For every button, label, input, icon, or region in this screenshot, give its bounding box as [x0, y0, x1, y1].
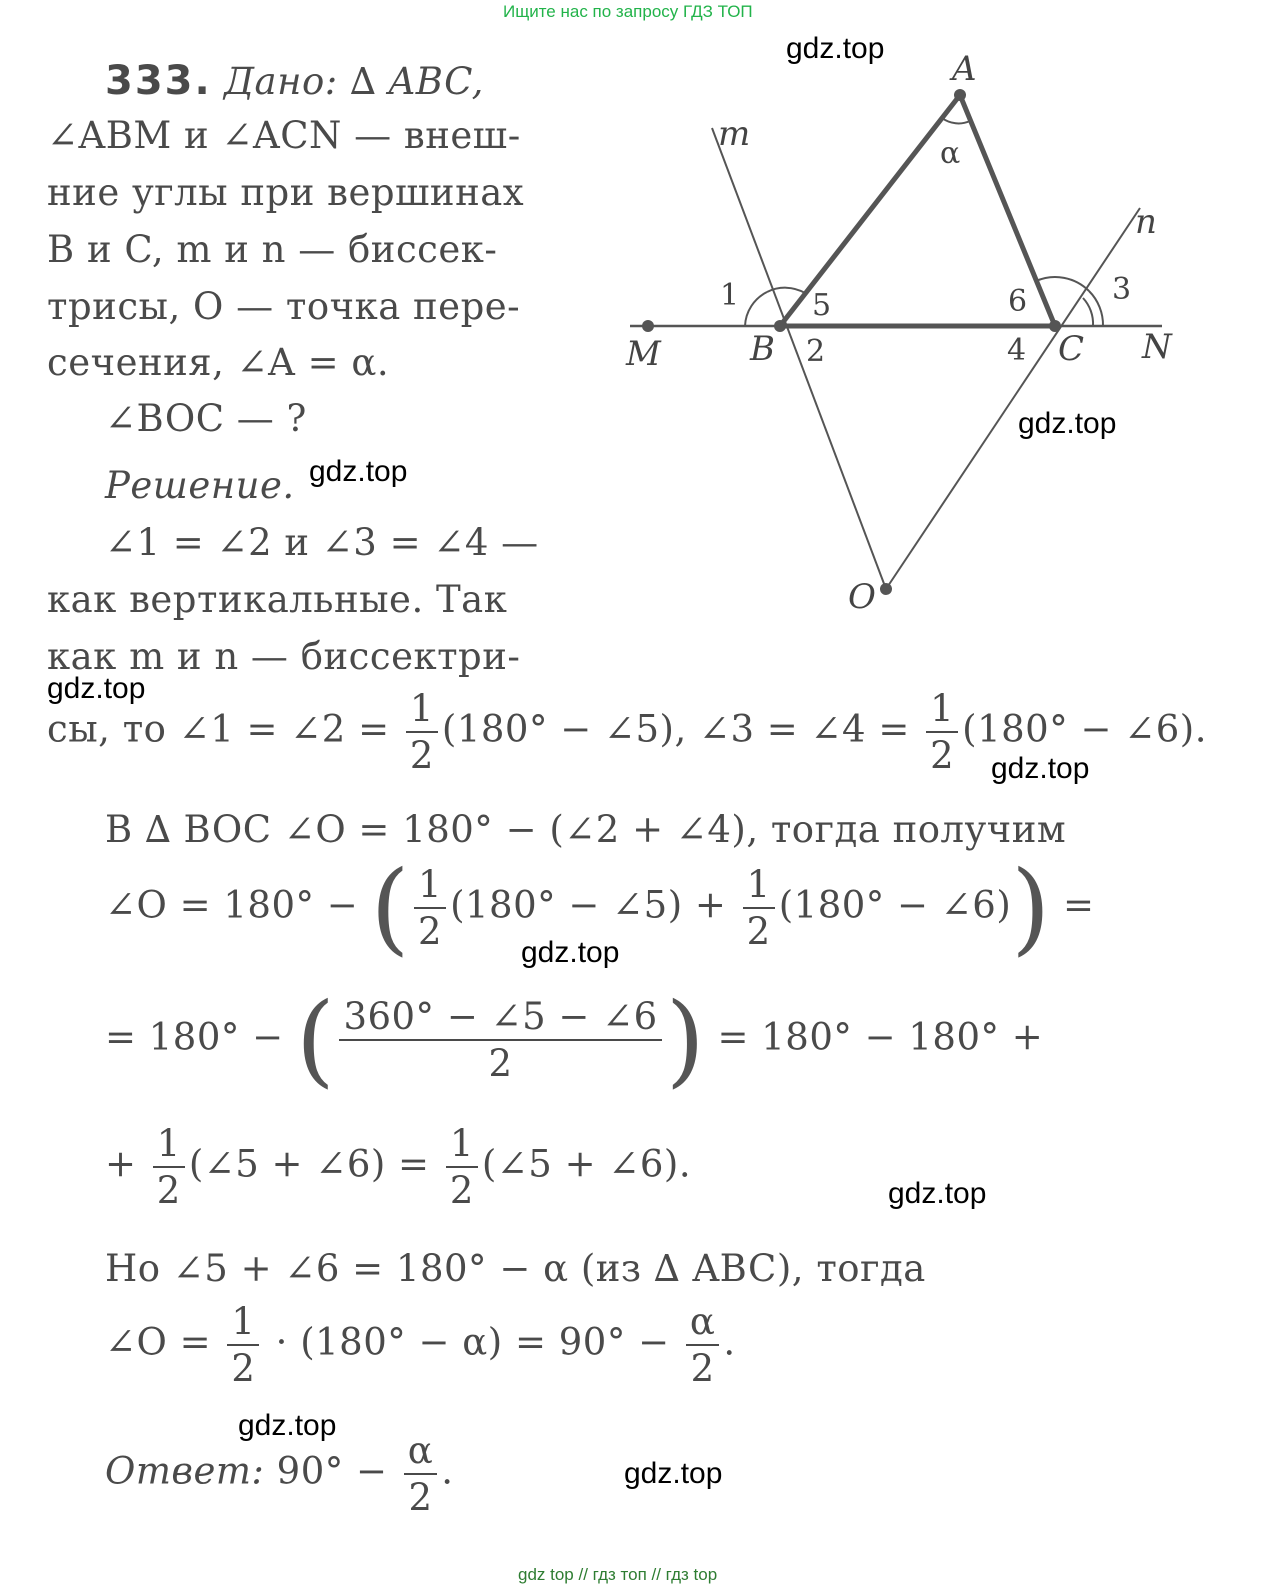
find-line: ∠BOC — ?: [105, 397, 307, 440]
watermark: gdz.top: [521, 936, 620, 969]
fraction-alpha-half: [404, 1429, 438, 1519]
denominator: 2: [449, 1169, 474, 1212]
search-banner[interactable]: Ищите нас по запросу ГДЗ ТОП: [503, 2, 753, 21]
label-c: C: [1058, 329, 1085, 369]
numerator: 1: [446, 1125, 478, 1168]
watermark: gdz.top: [47, 672, 146, 705]
numerator: 1: [227, 1303, 259, 1346]
watermark: gdz.top: [1018, 407, 1117, 440]
numerator: α: [686, 1303, 720, 1346]
line7-part-b: = 180° − 180° +: [705, 1015, 1044, 1059]
side-ab: [780, 95, 960, 326]
line8-part-c: (∠5 + ∠6).: [481, 1142, 692, 1186]
label-n: N: [1142, 327, 1172, 367]
point-a-dot: [954, 89, 966, 101]
problem-header: [105, 58, 484, 104]
label-line-n: n: [1135, 202, 1157, 242]
line10-part-b: · (180° − α) = 90° −: [263, 1320, 682, 1364]
solution-line-5: В ∆ BOC ∠O = 180° − (∠2 + ∠4), тогда получим: [105, 808, 1067, 851]
solution-line-3: как m и n — биссектри-: [47, 635, 521, 678]
denominator: 2: [156, 1169, 181, 1212]
denominator: 2: [746, 910, 771, 953]
fraction-half: [926, 687, 958, 777]
triangle-figure: [600, 55, 1200, 625]
numerator: 1: [926, 690, 958, 733]
label-line-m: m: [718, 114, 751, 154]
answer-end: .: [441, 1449, 454, 1493]
point-b-dot: [774, 320, 786, 332]
watermark: gdz.top: [991, 752, 1090, 785]
fraction-half: [446, 1122, 478, 1212]
fraction-half: [153, 1122, 185, 1212]
line6-part-c: (180° − ∠6): [778, 883, 1012, 927]
given-line-5: трисы, O — точка пере-: [47, 285, 521, 328]
watermark: gdz.top: [888, 1177, 987, 1210]
numerator: 1: [406, 690, 438, 733]
numerator: 1: [153, 1125, 185, 1168]
angle-label-6: 6: [1008, 284, 1028, 319]
numerator: α: [404, 1432, 438, 1475]
solution-line-10: [105, 1300, 736, 1390]
right-paren: ): [1011, 849, 1051, 966]
answer-label: Ответ:: [105, 1449, 265, 1493]
watermark: gdz.top: [238, 1409, 337, 1442]
angle-label-alpha: α: [940, 136, 961, 171]
denominator: 2: [418, 910, 443, 953]
answer-line: [105, 1429, 454, 1519]
left-paren: (: [295, 981, 336, 1098]
fraction-half: [406, 687, 438, 777]
numerator: 1: [743, 866, 775, 909]
angle-label-5: 5: [812, 288, 832, 323]
given-line-1: Дано: ∆ ABC,: [223, 60, 484, 103]
angle-label-4: 4: [1007, 333, 1027, 368]
fraction-half: [227, 1300, 259, 1390]
denominator: 2: [690, 1347, 715, 1390]
line4-part-a: сы, то ∠1 = ∠2 =: [47, 707, 402, 751]
angle-3-arc-inner: [1083, 298, 1093, 326]
label-o: O: [848, 577, 876, 617]
fraction-half: [743, 863, 775, 953]
line7-part-a: = 180° −: [105, 1015, 296, 1059]
solution-line-9: Но ∠5 + ∠6 = 180° − α (из ∆ ABC), тогда: [105, 1247, 926, 1290]
line4-part-c: (180° − ∠6).: [962, 707, 1207, 751]
label-b: B: [750, 329, 775, 369]
watermark: gdz.top: [786, 32, 885, 65]
solution-line-8: [105, 1122, 692, 1212]
given-line-2: ∠ABM и ∠ACN — внеш-: [47, 114, 521, 157]
angle-label-1: 1: [720, 278, 740, 313]
denominator: 2: [488, 1042, 513, 1085]
watermark: gdz.top: [309, 455, 408, 488]
bisector-m: [712, 128, 886, 589]
numerator: 1: [414, 866, 446, 909]
point-o-dot: [880, 583, 892, 595]
fraction-big: [339, 995, 661, 1085]
denominator: 2: [409, 734, 434, 777]
line4-part-b: (180° − ∠5), ∠3 = ∠4 =: [441, 707, 923, 751]
denominator: 2: [408, 1476, 433, 1519]
right-paren: ): [665, 981, 706, 1098]
solution-line-7: [105, 981, 1044, 1098]
given-line-4: B и C, m и n — биссек-: [47, 228, 498, 271]
left-paren: (: [370, 849, 411, 966]
line8-part-b: (∠5 + ∠6) =: [188, 1142, 442, 1186]
answer-value: 90° −: [264, 1449, 400, 1493]
solution-line-1: ∠1 = ∠2 и ∠3 = ∠4 —: [105, 521, 539, 564]
denominator: 2: [930, 734, 955, 777]
solution-line-2: как вертикальные. Так: [47, 578, 508, 621]
angle-label-2: 2: [806, 334, 826, 369]
line6-part-a: ∠O = 180° −: [105, 883, 371, 927]
solution-label: Решение.: [105, 464, 295, 507]
label-a: A: [952, 55, 977, 89]
bisector-n: [886, 208, 1140, 589]
angle-3-arc-outer: [1089, 291, 1103, 326]
watermark: gdz.top: [624, 1457, 723, 1490]
footer-links[interactable]: gdz top // гдз топ // гдз top: [518, 1565, 718, 1584]
line6-part-b: (180° − ∠5) +: [450, 883, 739, 927]
fraction-half: [414, 863, 446, 953]
problem-number: 333.: [105, 58, 212, 104]
angle-6-arc: [1036, 277, 1089, 291]
given-line-6: сечения, ∠A = α.: [47, 341, 390, 384]
numerator: 360° − ∠5 − ∠6: [339, 998, 661, 1041]
fraction-alpha-half: [686, 1300, 720, 1390]
point-m-dot: [642, 320, 654, 332]
line6-part-d: =: [1050, 883, 1095, 927]
line10-part-a: ∠O =: [105, 1320, 224, 1364]
line8-part-a: +: [105, 1142, 149, 1186]
denominator: 2: [231, 1347, 256, 1390]
angle-label-3: 3: [1112, 272, 1132, 307]
angle-alpha-arc: [942, 118, 970, 123]
angle-1-arc: [745, 292, 767, 326]
line10-part-c: .: [723, 1320, 736, 1364]
given-line-3: ние углы при вершинах: [47, 171, 525, 214]
label-m: M: [626, 334, 661, 374]
